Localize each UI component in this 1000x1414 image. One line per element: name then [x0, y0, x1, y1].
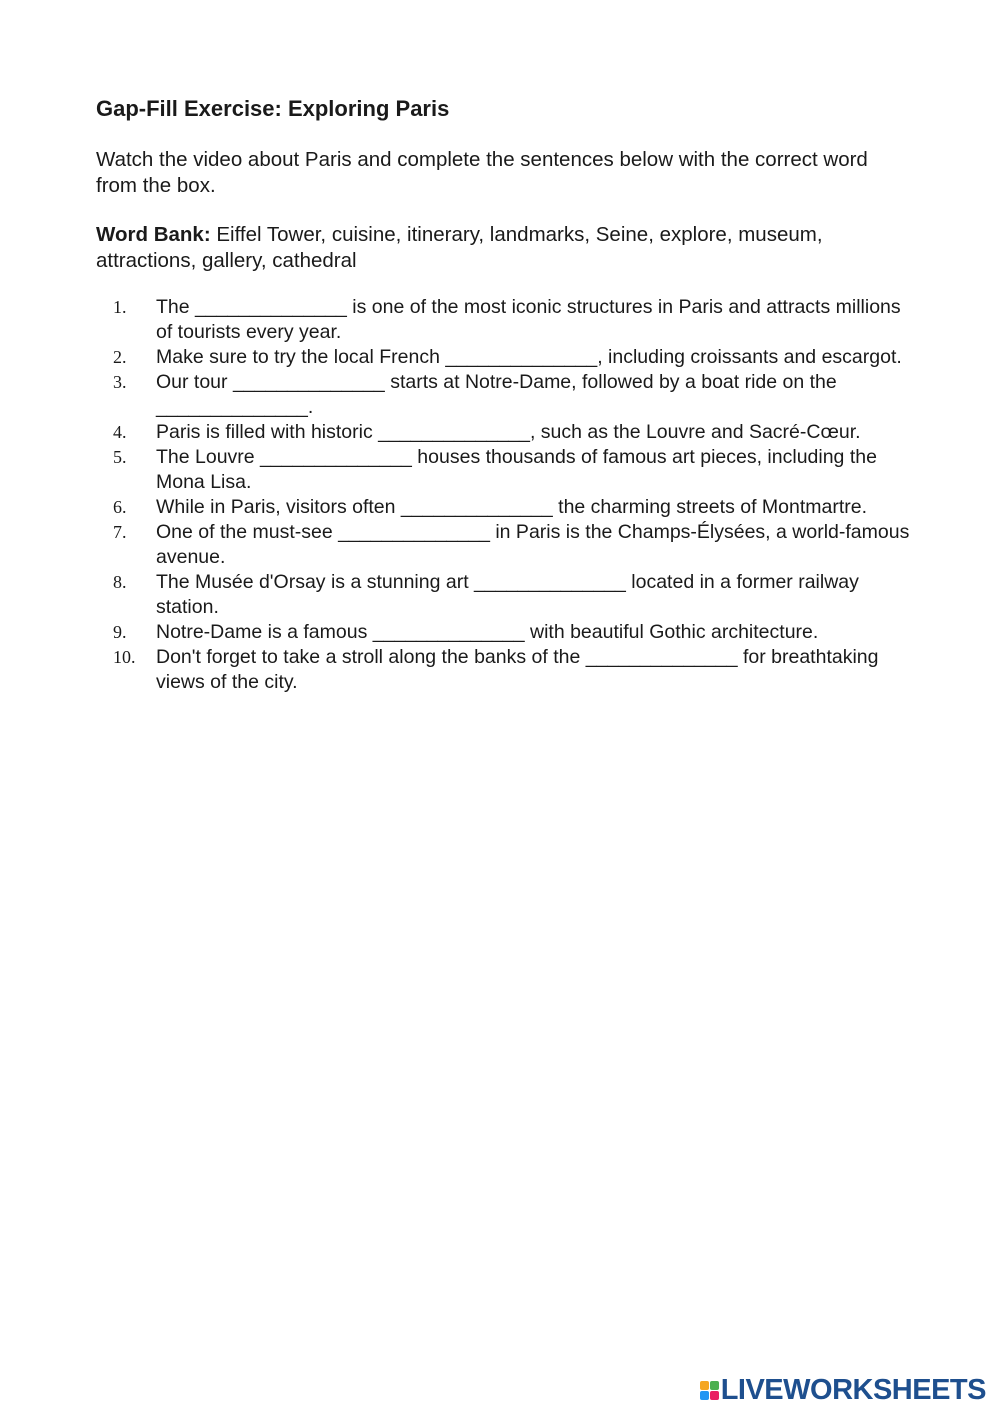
- question-text: The Louvre ______________ houses thousands of famous art pieces, including the Mona Lisa.: [156, 446, 877, 493]
- question-number: 10.: [113, 647, 136, 667]
- logo-square: [710, 1391, 719, 1400]
- question-number: 2.: [113, 347, 127, 367]
- question-number: 1.: [113, 297, 127, 317]
- question-item: [96, 620, 916, 645]
- question-item: [96, 445, 916, 495]
- liveworksheets-logo: [700, 1373, 986, 1407]
- question-text: Don't forget to take a stroll along the banks of the ______________ for breathtaking views of the city.: [156, 646, 879, 693]
- question-number: 5.: [113, 447, 127, 467]
- question-number: 6.: [113, 497, 127, 517]
- question-item: [96, 420, 916, 445]
- question-item: [96, 520, 916, 570]
- question-text: Notre-Dame is a famous ______________ with beautiful Gothic architecture.: [156, 621, 819, 643]
- instructions: Watch the video about Paris and complete the sentences below with the correct word from the box.: [96, 148, 868, 197]
- question-text: The Musée d'Orsay is a stunning art ______________ located in a former railway station.: [156, 571, 859, 618]
- question-number: 7.: [113, 522, 127, 542]
- liveworksheets-logo-icon: [700, 1381, 719, 1400]
- word-bank: [96, 222, 876, 274]
- question-item: [96, 570, 916, 620]
- logo-square: [700, 1391, 709, 1400]
- word-bank-words: Eiffel Tower, cuisine, itinerary, landmarks, Seine, explore, museum, attractions, gallery, cathedral: [96, 223, 823, 272]
- page-title: Gap-Fill Exercise: Exploring Paris: [96, 96, 450, 121]
- question-number: 4.: [113, 422, 127, 442]
- question-number: 3.: [113, 372, 127, 392]
- question-item: [96, 495, 916, 520]
- question-text: While in Paris, visitors often ______________ the charming streets of Montmartre.: [156, 496, 868, 518]
- question-text: Paris is filled with historic ______________, such as the Louvre and Sacré-Cœur.: [156, 421, 861, 443]
- question-list: [96, 295, 916, 695]
- question-text: Our tour ______________ starts at Notre-Dame, followed by a boat ride on the ______________.: [156, 371, 837, 418]
- question-item: [96, 370, 916, 420]
- question-item: [96, 345, 916, 370]
- logo-text: LIVEWORKSHEETS: [720, 1373, 986, 1406]
- question-item: [96, 295, 916, 345]
- logo-square: [710, 1381, 719, 1390]
- question-text: The ______________ is one of the most iconic structures in Paris and attracts millions of tourists every year.: [156, 296, 901, 343]
- question-text: One of the must-see ______________ in Paris is the Champs-Élysées, a world-famous avenue.: [156, 521, 910, 568]
- logo-square: [700, 1381, 709, 1390]
- question-text: Make sure to try the local French ______________, including croissants and escargot.: [156, 346, 902, 368]
- word-bank-label: Word Bank:: [96, 223, 211, 246]
- question-number: 8.: [113, 572, 127, 592]
- question-number: 9.: [113, 622, 127, 642]
- question-item: [96, 645, 916, 695]
